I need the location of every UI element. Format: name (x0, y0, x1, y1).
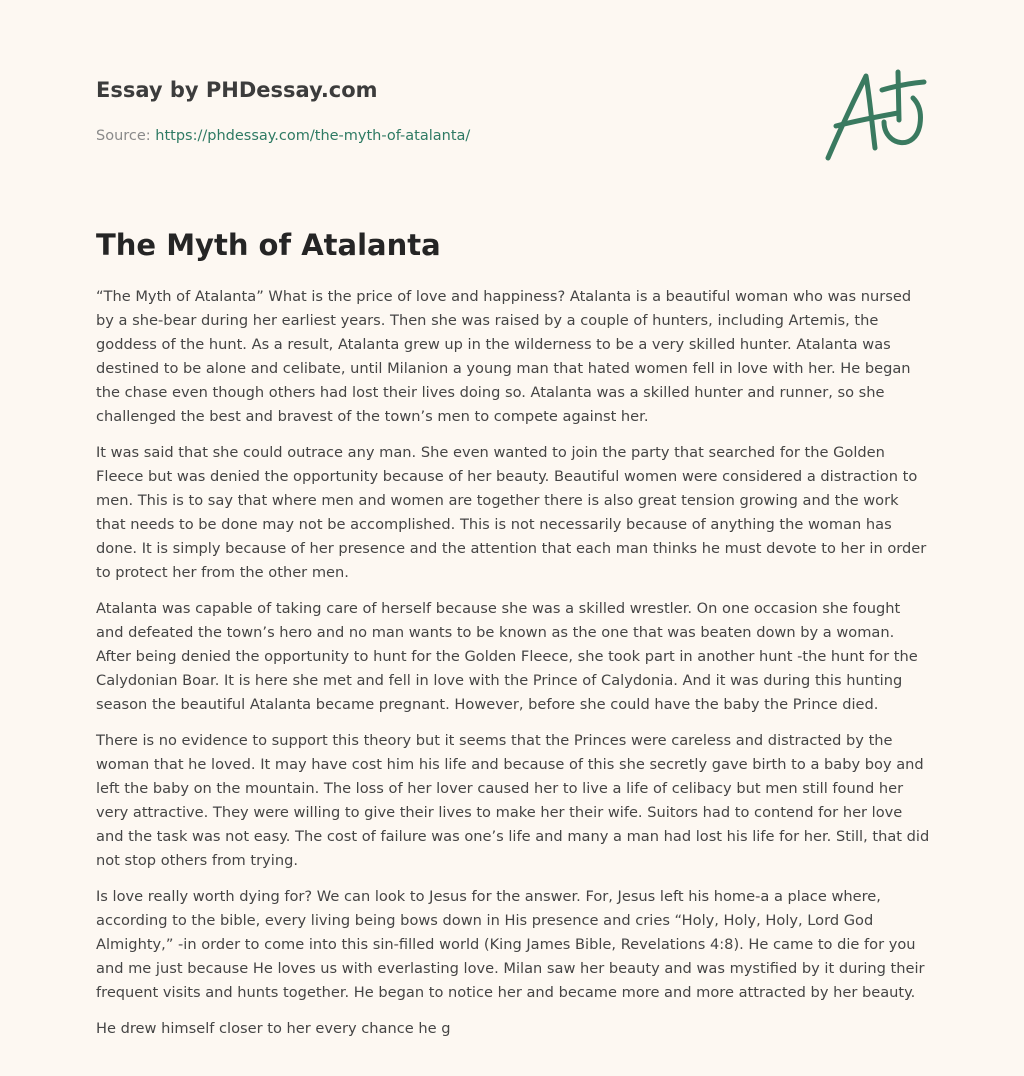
source-line (96, 126, 716, 146)
essay-title: The Myth of Atalanta (96, 228, 441, 262)
body-paragraph: Atalanta was capable of taking care of herself because she was a skilled wrestler. On one occasion she fought and defeated the town’s hero and no man wants to be known as the one that was beaten down by a woman. After being denied the opportunity to hunt for the Golden Fleece, she took part in another hunt -the hunt for the Calydonian Boar. It is here she met and fell in love with the Prince of Calydonia. And it was during this hunting season the beautiful Atalanta became pregnant. However, before she could have the baby the Prince died. (96, 600, 918, 713)
body-paragraph: It was said that she could outrace any man. She even wanted to join the party that searched for the Golden Fleece but was denied the opportunity because of her beauty. Beautiful women were considered a distraction to men. This is to say that where men and women are together there is also great tension growing and the work that needs to be done may not be accomplished. This is not necessarily because of anything the woman has done. It is simply because of her presence and the attention that each man thinks he must devote to her in order to protect her from the other men. (96, 444, 927, 581)
body-paragraph: “The Myth of Atalanta” What is the price of love and happiness? Atalanta is a beautiful woman who was nursed by a she-bear during her earliest years. Then she was raised by a couple of hunters, including Artemis, the goddess of the hunt. As a result, Atalanta grew up in the wilderness to be a very skilled hunter. Atalanta was destined to be alone and celibate, until Milanion a young man that hated women fell in love with her. He began the chase even though others had lost their lives doing so. Atalanta was a skilled hunter and runner, so she challenged the best and bravest of the town’s men to compete against her. (96, 288, 912, 425)
a-plus-logo-icon (818, 64, 930, 166)
source-label: Source: (96, 128, 151, 144)
brand-title: Essay by PHDessay.com (96, 78, 378, 102)
body-paragraph: There is no evidence to support this theory but it seems that the Princes were careless and distracted by the woman that he loved. It may have cost him his life and because of this she secretly gave birth to a baby boy and left the baby on the mountain. The loss of her lover caused her to live a life of celibacy but men still found her very attractive. They were willing to give their lives to make her their wife. Suitors had to contend for her love and the task was not easy. The cost of failure was one’s life and many a man had lost his life for her. Still, that did not stop others from trying. (96, 732, 930, 869)
body-paragraph: He drew himself closer to her every chance he g (96, 1020, 451, 1037)
essay-header (96, 76, 716, 146)
source-link[interactable]: https://phdessay.com/the-myth-of-atalanta/ (155, 128, 471, 144)
body-paragraph: Is love really worth dying for? We can look to Jesus for the answer. For, Jesus left his home-a a place where, according to the bible, every living being bows down in His presence and cries “Holy, Holy, Holy, Lord God Almighty,” -in order to come into this sin-filled world (King James Bible, Revelations 4:8). He came to die for you and me just because He loves us with everlasting love. Milan saw her beauty and was mystified by it during their frequent visits and hunts together. He began to notice her and became more and more attracted by her beauty. (96, 888, 925, 1001)
essay-body (96, 285, 932, 1053)
